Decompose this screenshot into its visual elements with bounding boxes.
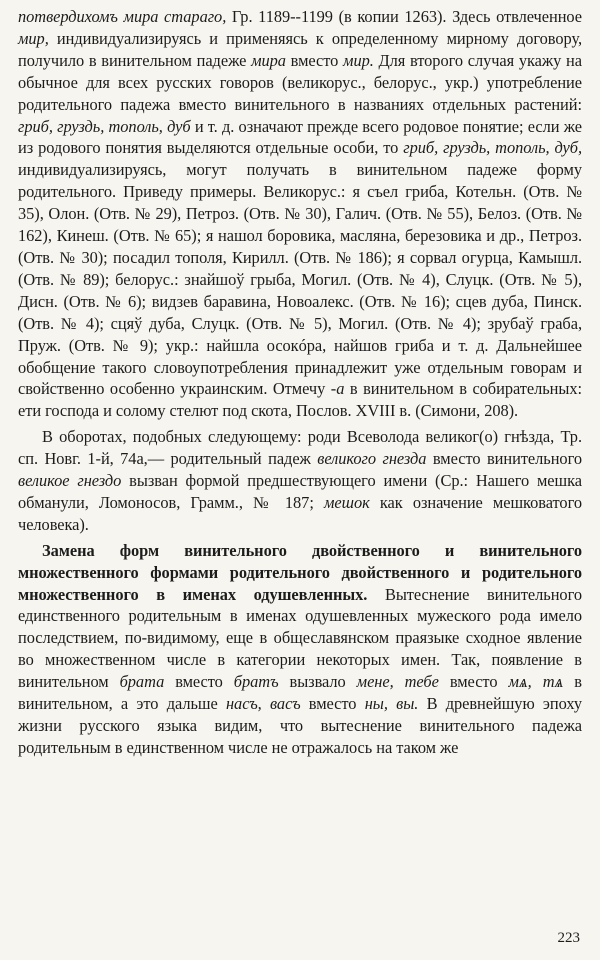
italic-text: -а xyxy=(330,379,345,399)
text-segment: Вытеснение винительного единственного родительным в именах одушевленных мужеского рода имело последствием, по-видимому, еще в общеславянском праязыке сходное явление во множественном числе в категории некоторых имен. Так, появление в винительном xyxy=(18,584,582,692)
italic-text: мѧ, тѧ xyxy=(508,672,564,692)
italic-text: мир. xyxy=(343,50,374,70)
text-segment: индивидуализируясь и применяясь к определенному мирному договору, получило в винительном падеже xyxy=(18,28,582,70)
italic-text: мешок xyxy=(323,492,370,512)
italic-text: потвердихомъ мира стараго, xyxy=(18,7,227,26)
text-segment: вместо xyxy=(300,694,365,714)
italic-text: насъ, васъ xyxy=(225,694,301,714)
text-segment: В древнейшую эпоху жизни русского языка видим, что вытеснение винительного падежа родительным в единственном числе не отражалось на таком же xyxy=(18,694,583,757)
page-number: 223 xyxy=(557,930,580,946)
bold-heading-text: Замена форм винительного двойственного и винительного множественного формами родительного двойственного и родительного множественного в именах одушевленных. xyxy=(18,540,582,604)
paragraph-p2 xyxy=(18,426,582,536)
text-segment: вместо винительного xyxy=(426,449,582,469)
text-segment: индивидуализируясь, могут получать в винительном падеже форму родительного. Приведу примеры. Великорус.: я съел гриба, Котельн. (Отв. № 35), Олон. (Отв. № 29), Петроз. (Отв. № 30), Галич. (Отв. № 55), Белоз. (Отв. № 162), Кинеш. (Отв. № 65); я нашол боровика, масляна, березовика и др., Петроз. (Отв. № 30); посадил тополя, Кирилл. (Отв. № 186); я сорвал огурца, Камышл. (Отв. № 89); белорус.: знайшоў грыба, Могил. (Отв. № 4), Слуцк. (Отв. № 5), Дисн. (Отв. № 6); видзев баравина, Новоалекс. (Отв. № 16); сцев дуба, Пинск. (Отв. № 4); сцяў дуба, Слуцк. (Отв. № 5), Могил. (Отв. № 4); зрубаў граба, Пруж. (Отв. № 9); укр.: найшла осокóра, найшов гриба и т. д. Дальнейшее обобщение такого словоупотребления принадлежит уже отдельным говорам и свойственно особенно украинским. Отмечу xyxy=(18,160,582,399)
text-segment: Для второго случая укажу на обычное для всех русских говоров (великорус., белорус., укр.) употребление родительного падежа вместо винительного в названиях отдельных растений: xyxy=(18,50,582,114)
text-segment: и т. д. означают прежде всего родовое понятие; если же из родового понятия выделяются отдельные особи, то xyxy=(18,116,582,158)
paragraph-p1 xyxy=(18,6,582,422)
text-segment: вместо xyxy=(438,672,509,692)
text-segment: в винительном в собирательных: ети господа и солому стелют под скота, Послов. XVIII в. (Симони, 208). xyxy=(18,379,582,421)
text-body xyxy=(18,6,582,759)
paragraph-p3 xyxy=(18,540,582,759)
text-segment: вместо xyxy=(285,50,344,70)
text-segment: в винительном, а это дальше xyxy=(18,672,582,714)
italic-text: гриб, груздь, тополь, дуб, xyxy=(403,138,582,158)
text-segment: Гр. 1189--1199 (в копии 1263). Здесь отвлеченное xyxy=(226,7,582,26)
text-segment: вместо xyxy=(164,672,234,692)
italic-text: мир, xyxy=(18,28,49,48)
italic-text: гриб, груздь, тополь, дуб xyxy=(18,116,191,136)
italic-text: мене, тебе xyxy=(356,672,439,692)
italic-text: ны, вы. xyxy=(364,694,419,714)
italic-text: мира xyxy=(251,50,286,70)
text-segment: вызван формой предшествующего имени (Ср.: Нашего мешка обманули, Ломоносов, Грамм., № 187; xyxy=(18,471,582,512)
text-segment: вызвало xyxy=(278,672,357,692)
text-segment: как означение мешковатого человека). xyxy=(18,492,582,534)
italic-text: великое гнездо xyxy=(18,471,122,491)
text-segment: В оборотах, подобных следующему: роди Всеволода великог(о) гнѣзда, Тр. сп. Новг. 1-й, 74а,— родительный падеж xyxy=(18,427,582,469)
italic-text: великого гнезда xyxy=(317,449,427,469)
italic-text: брата xyxy=(119,672,165,692)
italic-text: братъ xyxy=(233,672,279,692)
